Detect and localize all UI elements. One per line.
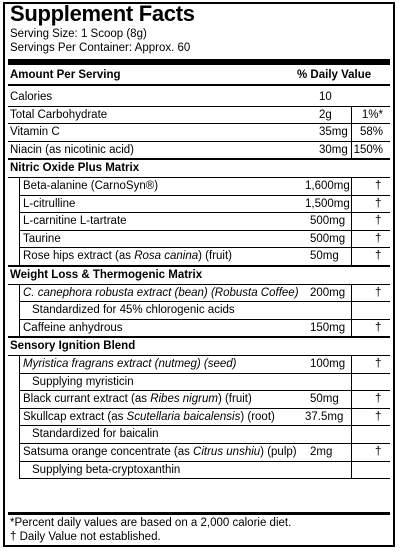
- indent-guide: [19, 177, 20, 265]
- row-amount: 50mg: [310, 393, 339, 406]
- row-daily-value: 1%*: [361, 108, 383, 121]
- row-amount: 10: [319, 91, 332, 103]
- name-part: ) (fruit): [198, 250, 233, 263]
- row-rule: [19, 195, 390, 196]
- ingredient-name: [23, 392, 252, 406]
- row-daily-value: 150%: [353, 143, 383, 156]
- ingredient-name: Total Carbohydrate: [10, 108, 108, 121]
- row-rule: [8, 106, 390, 107]
- section-title: Sensory Ignition Blend: [10, 340, 136, 353]
- row-rule: [19, 319, 390, 320]
- row-amount: 150mg: [310, 321, 346, 334]
- row-rule: [19, 301, 390, 302]
- row-amount: 35mg: [319, 126, 348, 139]
- row-daily-value: 58%: [359, 126, 383, 139]
- dagger-mark: †: [375, 393, 382, 406]
- row-rule: [8, 158, 390, 160]
- ingredient-name: [23, 445, 297, 459]
- section-title: Nitric Oxide Plus Matrix: [10, 162, 140, 175]
- row-rule: [19, 212, 390, 213]
- row-rule: [19, 461, 390, 462]
- footnote-dagger: † Daily Value not established.: [10, 531, 161, 543]
- name-part: Citrus unshiu: [193, 446, 261, 458]
- row-amount: 1,600mg: [305, 180, 350, 192]
- sub-note: Standardized for 45% chlorogenic acids: [32, 304, 235, 317]
- ingredient-name: [23, 357, 236, 371]
- dagger-mark: †: [375, 410, 382, 423]
- row-rule: [19, 408, 390, 409]
- thick-rule: [8, 59, 390, 65]
- dagger-mark: †: [375, 197, 382, 210]
- dv-divider: [351, 355, 352, 478]
- ingredient-name: Taurine: [23, 232, 61, 245]
- row-amount: 200mg: [310, 286, 346, 299]
- row-amount: 2mg: [310, 446, 333, 458]
- servings-per-container: Servings Per Container: Approx. 60: [10, 42, 191, 54]
- dagger-mark: †: [375, 180, 382, 192]
- dagger-mark: †: [375, 250, 382, 263]
- row-rule: [19, 425, 390, 426]
- row-rule: [19, 390, 390, 391]
- name-part: Black currant extract (as: [23, 393, 151, 406]
- row-rule: [19, 373, 390, 374]
- sub-note: Supplying myristicin: [32, 375, 134, 388]
- name-part: extract (nutmeg) (seed): [113, 358, 237, 370]
- name-part: ) (pulp): [260, 446, 297, 458]
- sub-note: Supplying beta-cryptoxanthin: [32, 463, 181, 476]
- name-part: Ribes nigrum: [150, 393, 218, 406]
- row-rule: [19, 478, 390, 479]
- row-amount: 37.5mg: [305, 410, 344, 423]
- dagger-mark: †: [375, 215, 382, 228]
- footnote-daily-values: *Percent daily values are based on a 2,000 calorie diet.: [10, 517, 292, 529]
- sub-note: Standardized for baicalin: [32, 428, 159, 441]
- indent-guide: [19, 284, 20, 337]
- dagger-mark: †: [375, 446, 382, 458]
- ingredient-name: Beta-alanine (CarnoSyn®): [23, 180, 159, 192]
- dagger-mark: †: [375, 321, 382, 334]
- dagger-mark: †: [375, 358, 382, 370]
- row-rule: [19, 230, 390, 231]
- daily-value-header: % Daily Value: [297, 69, 372, 81]
- section-title: Weight Loss & Thermogenic Matrix: [10, 269, 203, 281]
- name-part: ) (fruit): [217, 393, 252, 406]
- ingredient-name: L-carnitine L-tartrate: [23, 215, 127, 228]
- dagger-mark: †: [375, 232, 382, 245]
- row-amount: 1,500mg: [305, 197, 350, 210]
- ingredient-name: [23, 286, 299, 300]
- row-rule: [19, 443, 390, 444]
- name-part: C. canephora robusta: [23, 286, 134, 299]
- dagger-mark: †: [375, 286, 382, 299]
- serving-size: Serving Size: 1 Scoop (8g): [10, 28, 147, 40]
- ingredient-name: Caffeine anhydrous: [23, 321, 123, 334]
- ingredient-name: L-citrulline: [23, 197, 76, 210]
- ingredient-name: Niacin (as nicotinic acid): [10, 143, 134, 156]
- row-rule: [8, 265, 390, 267]
- row-amount: 500mg: [310, 215, 346, 228]
- name-part: Rosa canina: [134, 250, 199, 263]
- name-part: Skullcap extract (as: [23, 410, 127, 423]
- row-rule: [8, 141, 390, 142]
- name-part: ) (root): [240, 410, 275, 423]
- name-part: extract (bean) (Robusta Coffee): [133, 286, 299, 299]
- row-rule: [8, 123, 390, 124]
- indent-guide: [19, 355, 20, 478]
- row-rule: [8, 284, 390, 285]
- name-part: Satsuma orange concentrate (as: [23, 446, 194, 458]
- supplement-facts-panel: [3, 2, 395, 547]
- row-amount: 500mg: [310, 232, 346, 245]
- footnote-rule: [8, 512, 390, 515]
- name-part: Rose hips extract (as: [23, 250, 135, 263]
- row-rule: [19, 247, 390, 248]
- row-rule: [8, 177, 390, 178]
- header-rule: [8, 84, 390, 86]
- ingredient-name: Calories: [10, 91, 53, 103]
- name-part: Scutellaria baicalensis: [126, 410, 241, 423]
- dv-divider: [351, 284, 352, 337]
- dv-divider: [351, 106, 352, 159]
- ingredient-name: [23, 249, 232, 263]
- row-amount: 50mg: [310, 250, 339, 263]
- row-amount: 2g: [319, 108, 332, 121]
- row-amount: 30mg: [319, 143, 348, 156]
- dv-divider: [351, 177, 352, 265]
- ingredient-name: [23, 410, 275, 424]
- panel-title: Supplement Facts: [10, 1, 195, 26]
- row-amount: 100mg: [310, 358, 346, 370]
- ingredient-name: Vitamin C: [10, 126, 60, 139]
- row-rule: [8, 336, 390, 338]
- name-part: Myristica fragrans: [23, 358, 114, 370]
- row-rule: [8, 355, 390, 356]
- amount-per-serving-header: Amount Per Serving: [10, 69, 121, 81]
